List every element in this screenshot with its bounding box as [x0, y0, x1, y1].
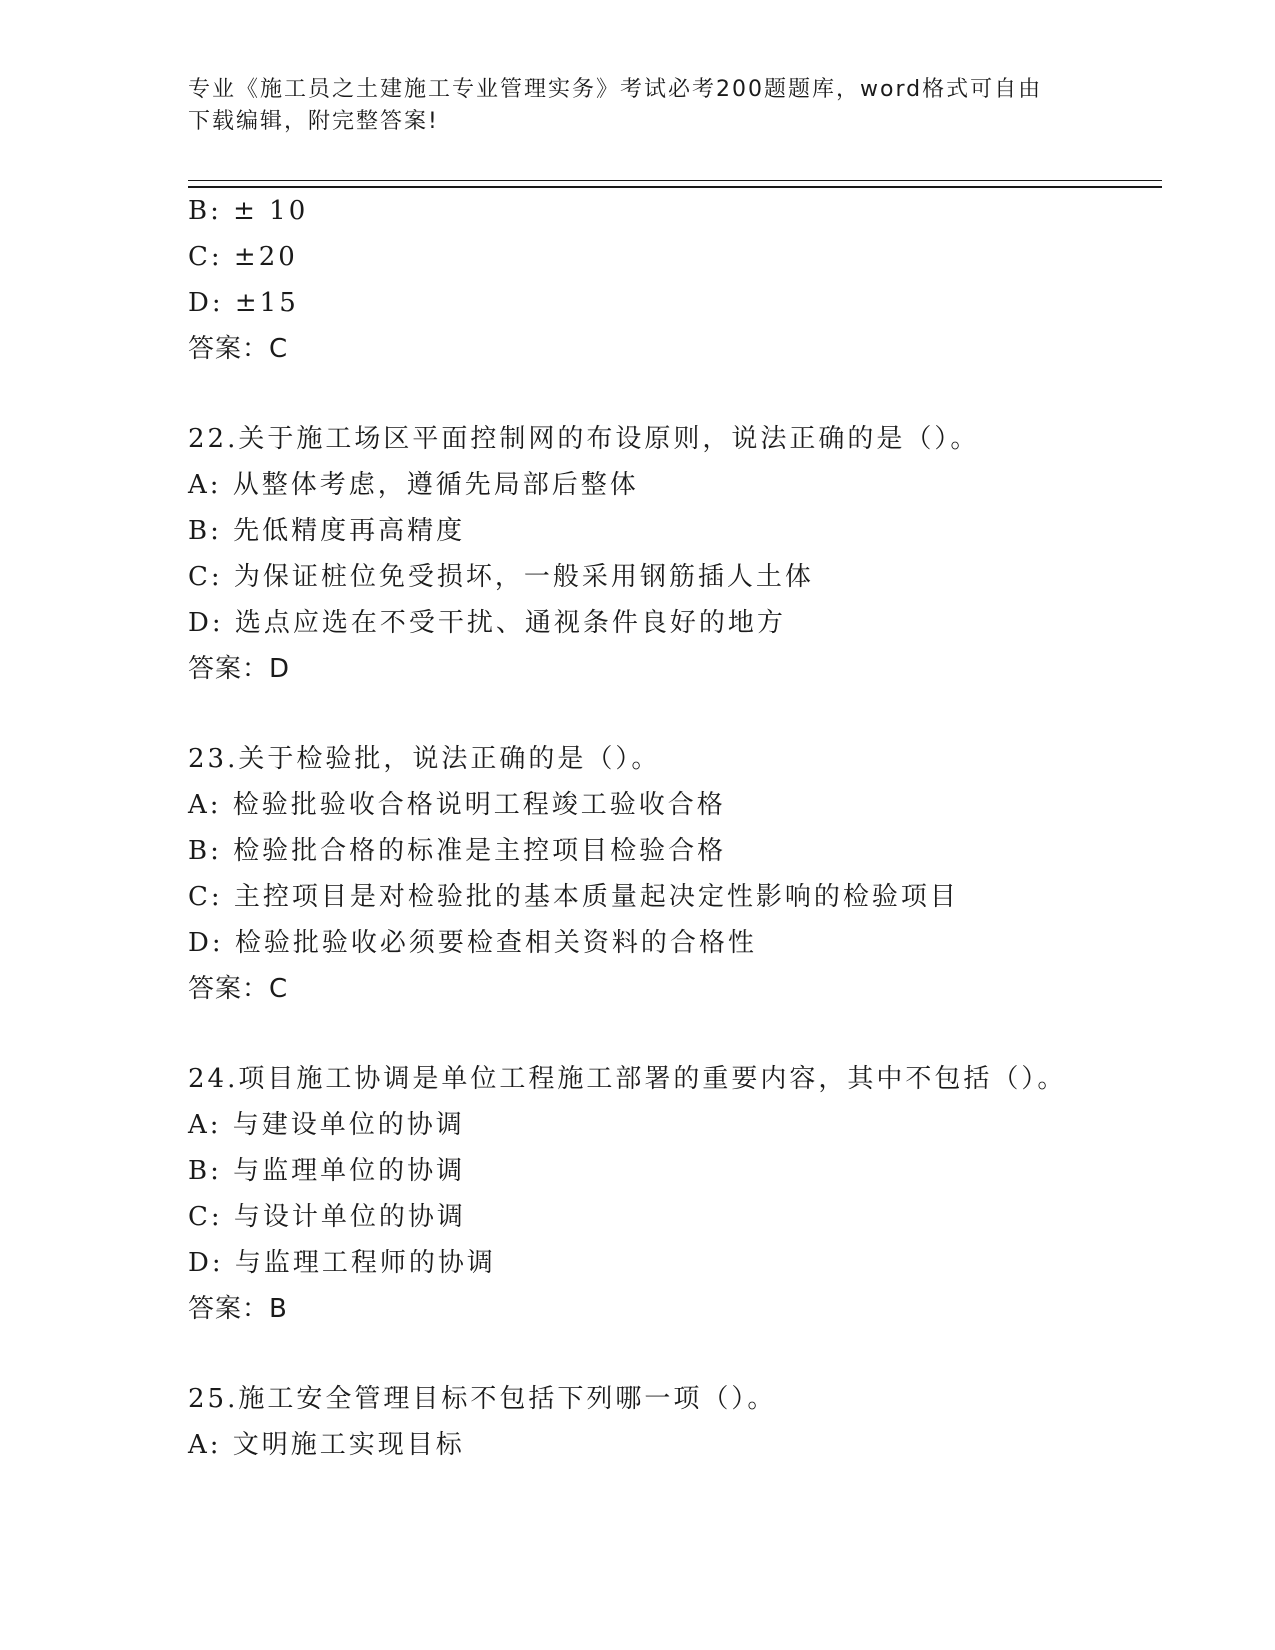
page-header: [188, 74, 1088, 138]
option-b: B: 检验批合格的标准是主控项目检验合格: [188, 836, 727, 866]
answer: 答案：C: [188, 334, 289, 364]
answer: 答案：B: [188, 1294, 288, 1324]
option-c: C: 主控项目是对检验批的基本质量起决定性影响的检验项目: [188, 882, 959, 912]
option-c: C: 为保证桩位免受损坏，一般采用钢筋插人土体: [188, 562, 814, 592]
option-b: B: 与监理单位的协调: [188, 1156, 466, 1186]
option-b: B: 先低精度再高精度: [188, 516, 466, 546]
question-text: 24.项目施工协调是单位工程施工部署的重要内容，其中不包括（）。: [188, 1064, 1067, 1094]
question-list: [188, 188, 1162, 1468]
option-b: B: ± 10: [188, 196, 309, 226]
header-divider: [188, 180, 1162, 188]
header-line-2: 下载编辑，附完整答案!: [188, 109, 439, 134]
question-block-24: [188, 1056, 1162, 1332]
option-d: D: 与监理工程师的协调: [188, 1248, 496, 1278]
option-a: A: 与建设单位的协调: [188, 1110, 465, 1140]
answer: 答案：C: [188, 974, 289, 1004]
option-d: D: 选点应选在不受干扰、通视条件良好的地方: [188, 608, 786, 638]
option-a: A: 从整体考虑，遵循先局部后整体: [188, 470, 639, 500]
option-d: D: ±15: [188, 288, 299, 318]
option-a: A: 检验批验收合格说明工程竣工验收合格: [188, 790, 726, 820]
question-text: 22.关于施工场区平面控制网的布设原则，说法正确的是（）。: [188, 424, 980, 454]
question-block-22: [188, 416, 1162, 692]
answer: 答案：D: [188, 654, 291, 684]
header-line-1: 专业《施工员之土建施工专业管理实务》考试必考200题题库，word格式可自由: [188, 77, 1043, 102]
question-block-23: [188, 736, 1162, 1012]
question-block-21: [188, 188, 1162, 372]
option-d: D: 检验批验收必须要检查相关资料的合格性: [188, 928, 757, 958]
question-text: 25.施工安全管理目标不包括下列哪一项（）。: [188, 1384, 777, 1414]
option-c: C: ±20: [188, 242, 298, 272]
question-block-25: [188, 1376, 1162, 1468]
option-a: A: 文明施工实现目标: [188, 1430, 465, 1460]
question-text: 23.关于检验批，说法正确的是（）。: [188, 744, 661, 774]
option-c: C: 与设计单位的协调: [188, 1202, 466, 1232]
